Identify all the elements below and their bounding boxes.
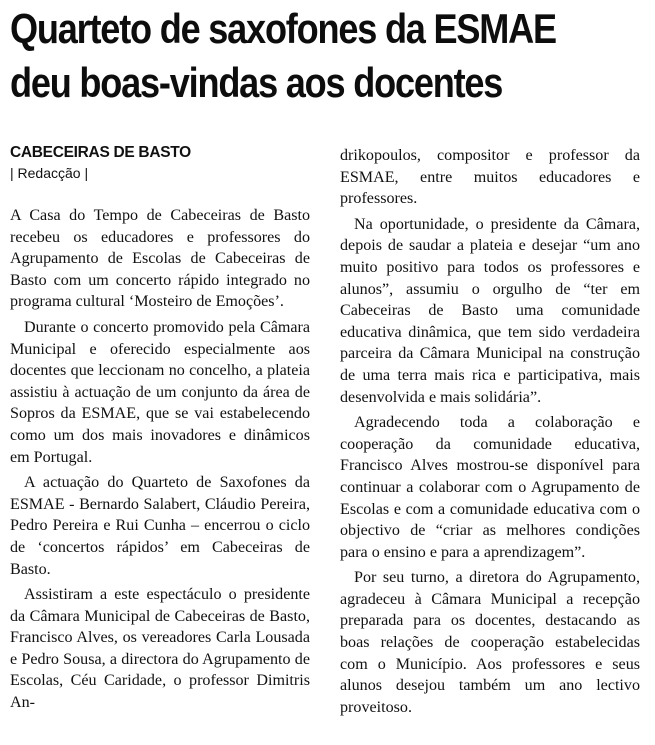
section-label: CABECEIRAS DE BASTO [10,144,191,161]
article-column-right [340,145,640,722]
paragraph-quartet: A actuação do Quarteto de Saxofones da ESMAE - Bernardo Salabert, Cláudio Pereira, Pedro Pereira e Rui Cunha – encerrou o ciclo de ‘concertos rápidos’ em Cabeceiras de Basto. [10,474,310,578]
paragraph-attendees: Assistiram a este espectáculo o presidente da Câmara Municipal de Cabeceiras de Basto, Francisco Alves, os vereadores Carla Lousada e Pedro Sousa, a directora do Agrupamento de Escolas, Céu Caridade, o professor Dimitris An- [10,586,310,712]
headline-line-1: Quarteto de saxofones da ESMAE [10,5,556,52]
headline [10,2,560,110]
paragraph-intro: A Casa do Tempo de Cabeceiras de Basto recebeu os educadores e professores do Agrupamento de Escolas de Cabeceiras de Basto com um concerto rápido integrado no programa cultural ‘Mosteiro de Emoções’. [10,207,310,311]
paragraph-president-speech: Na oportunidade, o presidente da Câmara, depois de saudar a plateia e desejar “um ano muito positivo para todos os professores e alunos”, assumiu o orgulho de “ter em Cabeceiras de Basto uma comunidade educativa dinâmica, que tem sido verdadeira parceira da Câmara Municipal na construção de uma terra mais rica e participativa, mais desenvolvida e mais solidária”. [340,215,640,406]
article-column-left [10,142,310,718]
headline-line-2: deu boas-vindas aos docentes [10,59,503,106]
paragraph-cooperation: Agradecendo toda a colaboração e cooperação da comunidade educativa, Francisco Alves mostrou-se disponível para continuar a colaborar com o Agrupamento de Escolas e com a comunidade educativa com o objectivo de “criar as melhores condições para o ensino e para a aprendizagem”. [340,414,640,561]
paragraph-concert: Durante o concerto promovido pela Câmara Municipal e oferecido especialmente aos docentes que leccionam no concelho, a plateia assistiu à actuação de um conjunto da área de Sopros da ESMAE, que se vai estabelecendo como um dos mais inovadores e dinâmicos em Portugal. [10,318,310,466]
byline: | Redacção | [10,165,89,181]
paragraph-director: Por seu turno, a diretora do Agrupamento, agradeceu à Câmara Municipal a recepção preparada para os docentes, destacando as boas relações de cooperação estabelecidas com o Município. Aos professores e seus alunos desejou também um ano lectivo proveitoso. [340,569,640,716]
paragraph-attendees-continued: drikopoulos, compositor e professor da ESMAE, entre muitos educadores e professores. [340,147,640,208]
